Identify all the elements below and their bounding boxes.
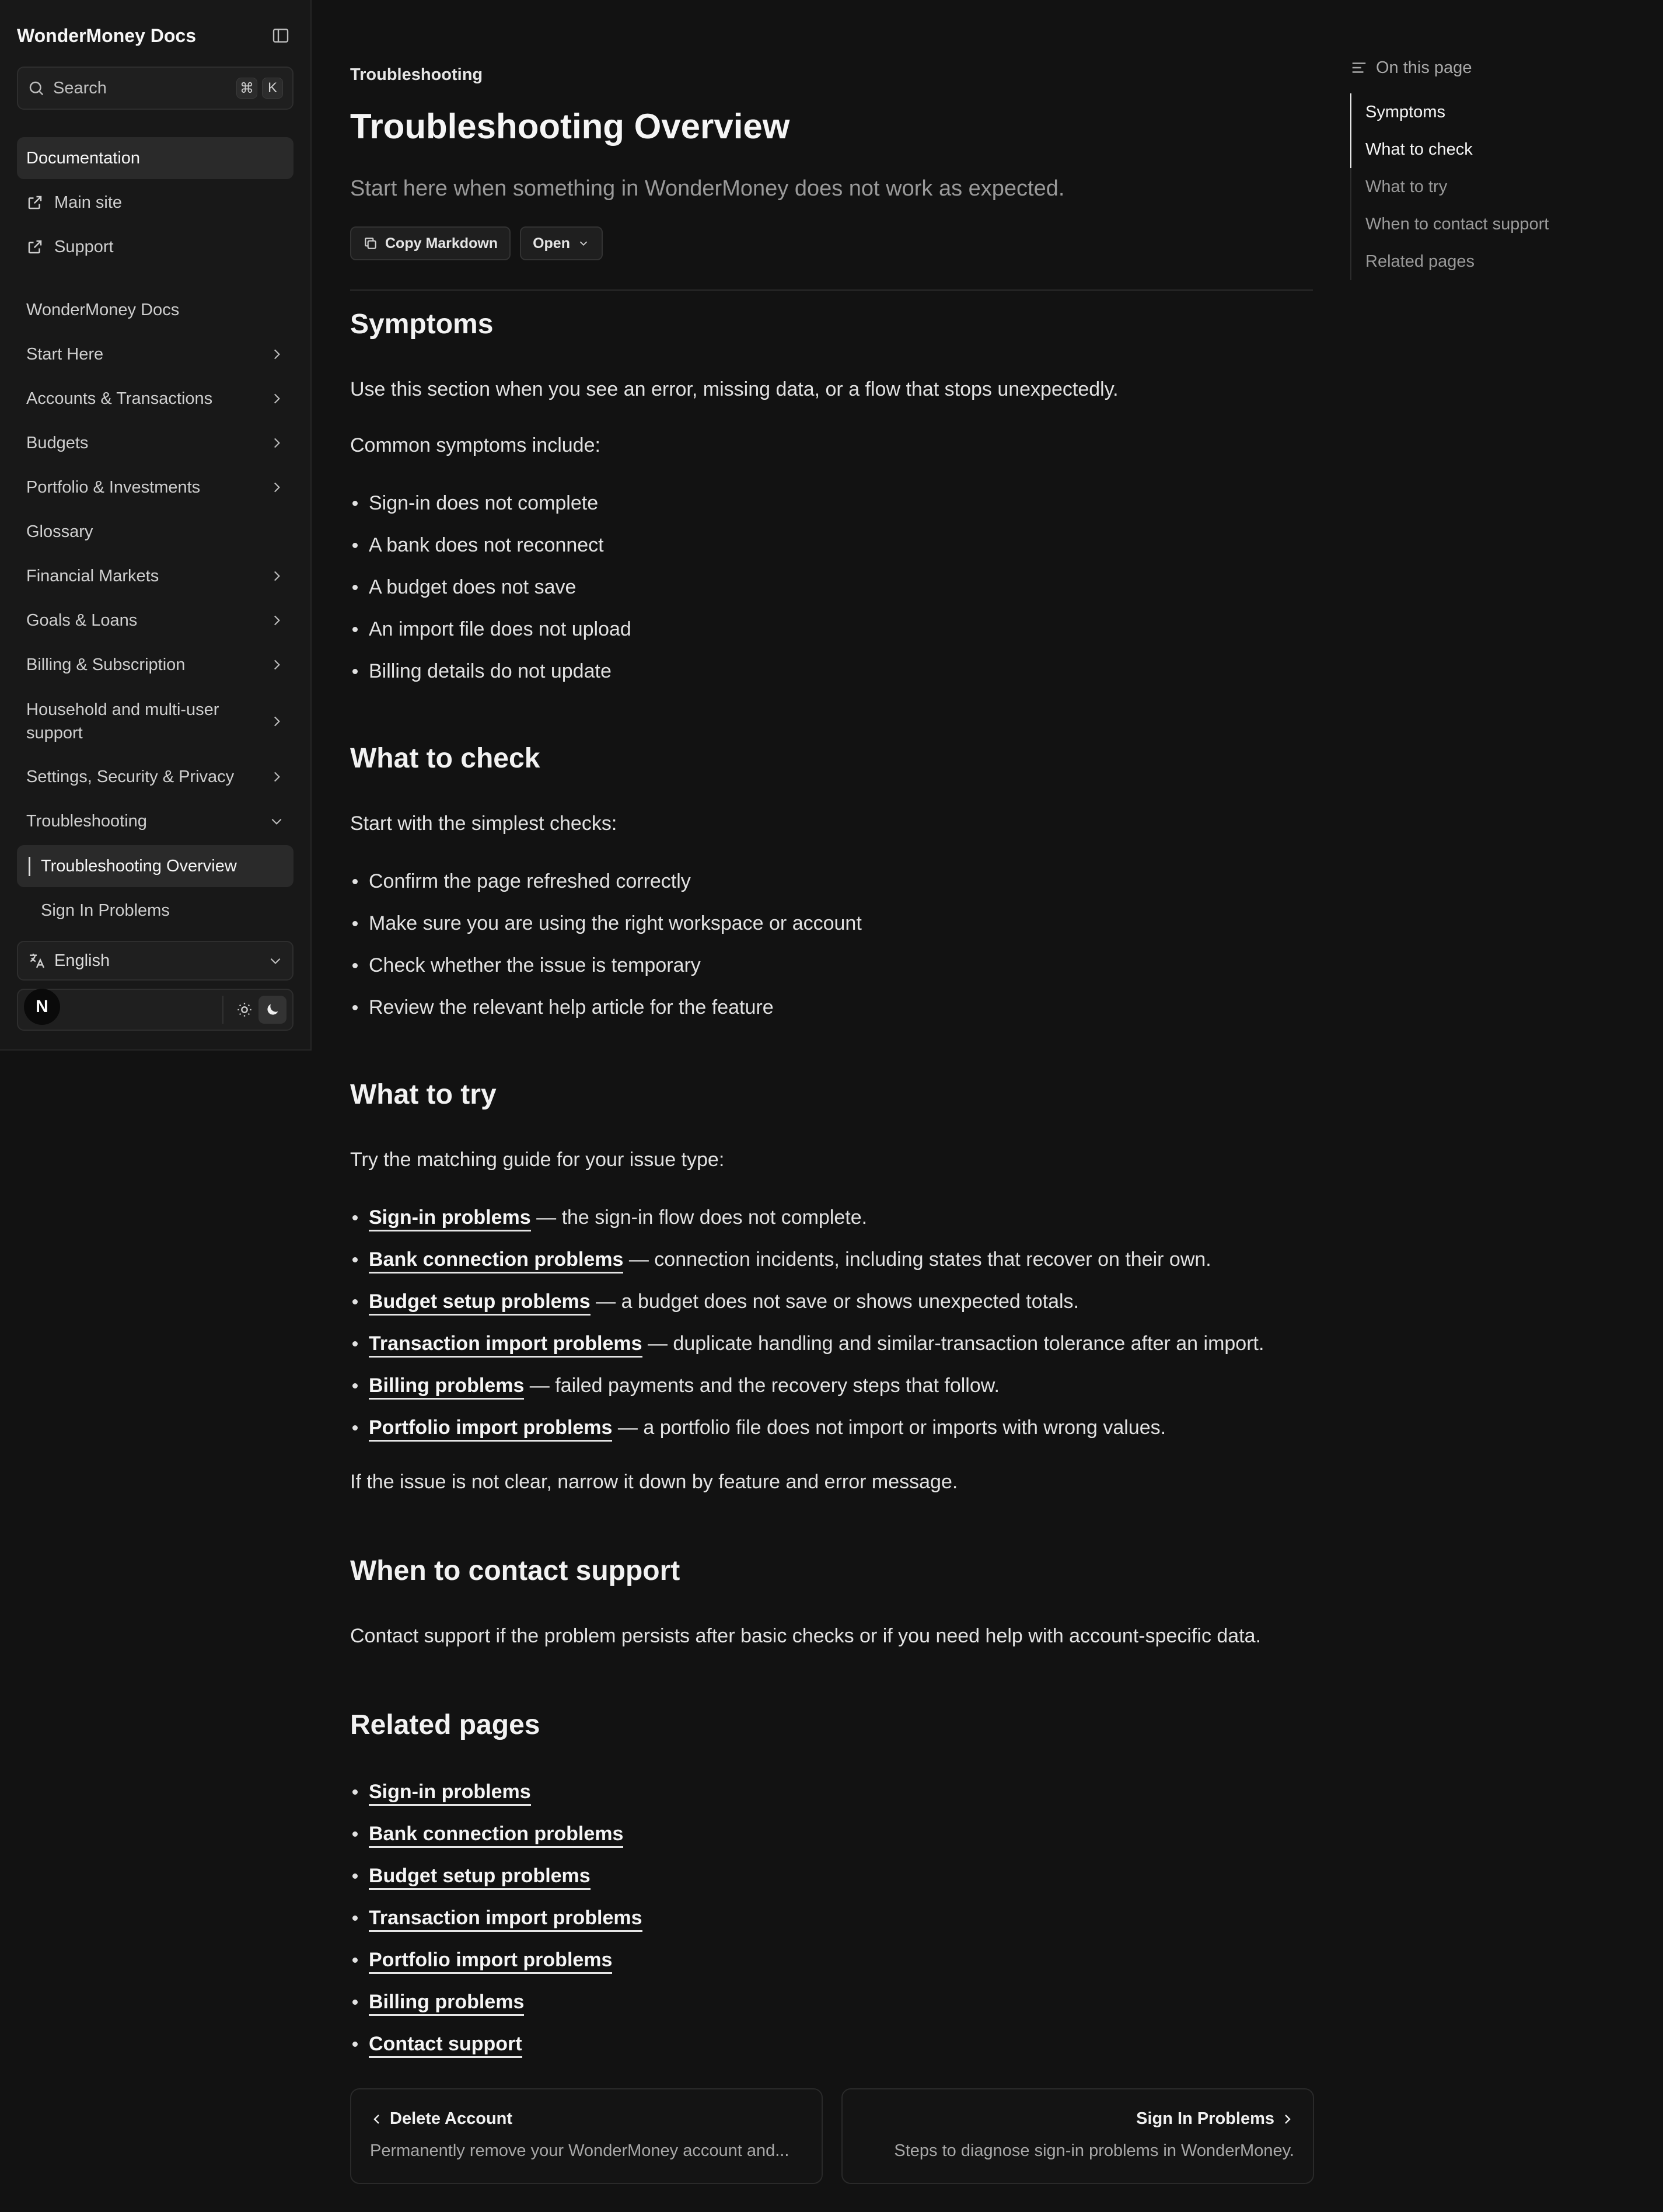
chevron-down-icon <box>269 814 284 829</box>
check-list <box>350 868 862 1037</box>
copy-markdown-label: Copy Markdown <box>385 235 498 252</box>
item-desc: — a budget does not save or shows unexpected totals. <box>590 1290 1079 1313</box>
external-link-icon <box>26 238 44 256</box>
link-bank-connection-problems[interactable]: Bank connection problems <box>369 1248 623 1274</box>
item-desc: — failed payments and the recovery steps that follow. <box>524 1374 1000 1397</box>
sun-icon <box>236 1002 253 1018</box>
prev-page-card[interactable] <box>350 2088 823 2184</box>
item-desc: — duplicate handling and similar-transaction tolerance after an import. <box>642 1332 1264 1355</box>
related-list <box>350 1779 642 2073</box>
link-portfolio-import-problems[interactable]: Portfolio import problems <box>369 1416 612 1442</box>
list-item <box>350 1821 642 1863</box>
nav-label: Financial Markets <box>26 566 159 585</box>
heading-what-to-check: What to check <box>350 743 540 774</box>
prev-title: Delete Account <box>390 2109 513 2128</box>
chevron-right-icon <box>269 769 284 784</box>
nav-label: Documentation <box>26 148 141 168</box>
related-link-sign-in[interactable]: Sign-in problems <box>369 1781 531 1806</box>
divider <box>222 996 223 1024</box>
nav-label: Troubleshooting Overview <box>29 857 284 876</box>
item-desc: — the sign-in flow does not complete. <box>530 1206 868 1229</box>
list-item <box>350 1779 642 1821</box>
nav-goals-loans[interactable] <box>17 599 294 641</box>
next-page-card[interactable] <box>841 2088 1314 2184</box>
chevron-down-icon <box>577 237 590 250</box>
toc-item-contact-support[interactable]: When to contact support <box>1365 215 1549 233</box>
nav-budgets[interactable] <box>17 422 294 464</box>
toc-item-what-to-check[interactable]: What to check <box>1351 131 1549 168</box>
list-item <box>350 1863 642 1905</box>
chevron-right-icon <box>1280 2112 1294 2126</box>
nav-label: Glossary <box>26 522 93 541</box>
nav-label: Portfolio & Investments <box>26 477 201 497</box>
nav-label: Billing & Subscription <box>26 655 186 674</box>
list-item <box>350 1247 1264 1289</box>
toc-item-related-pages[interactable]: Related pages <box>1365 252 1475 271</box>
nav-troubleshooting[interactable] <box>17 800 294 842</box>
list-item: Sign-in does not complete <box>350 490 631 532</box>
nav-household[interactable] <box>17 692 294 751</box>
list-item: A bank does not reconnect <box>350 532 631 574</box>
prev-title-row <box>370 2109 803 2129</box>
nav-label: Budgets <box>26 433 89 452</box>
search-icon <box>27 79 45 97</box>
list-item: Make sure you are using the right workspace or account <box>350 910 862 953</box>
symptoms-intro: Use this section when you see an error, missing data, or a flow that stops unexpectedly. <box>350 378 1119 400</box>
search-label: Search <box>53 78 107 97</box>
nav-start-here[interactable] <box>17 333 294 375</box>
nav-main-site[interactable] <box>17 182 294 224</box>
list-item <box>350 1205 1264 1247</box>
next-title-row <box>861 2109 1294 2129</box>
chevron-down-icon <box>268 953 283 968</box>
dark-theme-button[interactable] <box>258 996 287 1024</box>
copy-icon <box>363 236 378 251</box>
heading-contact-support: When to contact support <box>350 1555 680 1586</box>
heading-symptoms: Symptoms <box>350 309 494 340</box>
list-item <box>350 2031 642 2073</box>
nav-label: Main site <box>54 193 123 212</box>
nav-label: Goals & Loans <box>26 610 138 630</box>
chevron-left-icon <box>370 2112 384 2126</box>
nav-label: Sign In Problems <box>41 901 170 920</box>
list-item: Confirm the page refreshed correctly <box>350 868 862 910</box>
language-select[interactable] <box>17 941 294 981</box>
chevron-right-icon <box>269 391 284 406</box>
chevron-right-icon <box>269 613 284 628</box>
try-list <box>350 1205 1264 1457</box>
related-link-bank-connection[interactable]: Bank connection problems <box>369 1823 623 1848</box>
item-desc: — connection incidents, including states that recover on their own. <box>623 1248 1211 1271</box>
list-item <box>350 1331 1264 1373</box>
page-title: Troubleshooting Overview <box>350 107 790 146</box>
nav-billing-subscription[interactable] <box>17 644 294 686</box>
link-billing-problems[interactable]: Billing problems <box>369 1374 524 1400</box>
list-item <box>350 1289 1264 1331</box>
chevron-right-icon <box>269 568 284 584</box>
toc-item-symptoms[interactable]: Symptoms <box>1351 93 1549 131</box>
translate-icon <box>27 951 46 970</box>
list-item <box>350 1989 642 2031</box>
next-description: Steps to diagnose sign-in problems in WonderMoney. <box>894 2141 1294 2160</box>
light-theme-button[interactable] <box>230 996 258 1024</box>
heading-what-to-try: What to try <box>350 1079 497 1110</box>
list-item: Review the relevant help article for the feature <box>350 995 862 1037</box>
list-item: An import file does not upload <box>350 616 631 658</box>
page-description: Start here when something in WonderMoney does not work as expected. <box>350 176 1065 201</box>
open-dropdown-button[interactable] <box>520 226 603 260</box>
chevron-right-icon <box>269 347 284 362</box>
copy-markdown-button[interactable] <box>350 226 511 260</box>
list-item: Check whether the issue is temporary <box>350 953 862 995</box>
list-item: A budget does not save <box>350 574 631 616</box>
toc-header <box>1350 56 1642 79</box>
shortcut-mod-key: ⌘ <box>236 78 257 99</box>
brand-logo[interactable]: N <box>24 989 60 1025</box>
moon-icon <box>264 1002 281 1018</box>
next-title: Sign In Problems <box>1136 2109 1274 2128</box>
list-item: Billing details do not update <box>350 658 631 700</box>
theme-switcher <box>17 989 294 1031</box>
nav-label: Troubleshooting <box>26 811 147 831</box>
related-link-contact-support[interactable]: Contact support <box>369 2033 522 2058</box>
symptoms-sub: Common symptoms include: <box>350 434 600 456</box>
chevron-right-icon <box>269 657 284 672</box>
search-button[interactable] <box>17 67 294 110</box>
link-budget-setup-problems[interactable]: Budget setup problems <box>369 1290 591 1316</box>
list-item <box>350 1905 642 1947</box>
chevron-right-icon <box>269 480 284 495</box>
nav-section-label[interactable] <box>17 289 294 331</box>
nav-support[interactable] <box>17 226 294 268</box>
toc-list <box>1350 93 1549 280</box>
link-transaction-import-problems[interactable]: Transaction import problems <box>369 1332 642 1358</box>
check-intro: Start with the simplest checks: <box>350 812 617 835</box>
item-desc: — a portfolio file does not import or imports with wrong values. <box>612 1416 1166 1439</box>
related-link-transaction-import[interactable]: Transaction import problems <box>369 1907 642 1932</box>
symptoms-list <box>350 490 631 700</box>
chevron-right-icon <box>269 714 284 729</box>
related-link-billing[interactable]: Billing problems <box>369 1991 524 2016</box>
page-actions <box>350 226 603 260</box>
nav-financial-markets[interactable] <box>17 555 294 597</box>
nav-portfolio-investments[interactable] <box>17 466 294 508</box>
list-icon <box>1350 59 1368 76</box>
prev-description: Permanently remove your WonderMoney account and... <box>370 2141 789 2160</box>
try-outro: If the issue is not clear, narrow it down by feature and error message. <box>350 1471 958 1493</box>
section-label: WonderMoney Docs <box>26 300 180 319</box>
related-link-portfolio-import[interactable]: Portfolio import problems <box>369 1949 612 1974</box>
nav-troubleshooting-overview[interactable] <box>17 845 294 887</box>
toc-item-what-to-try[interactable]: What to try <box>1365 177 1448 196</box>
nav-sign-in-problems[interactable] <box>17 889 294 931</box>
sidebar <box>0 0 312 1051</box>
language-label: English <box>54 951 110 970</box>
nav-label: Support <box>54 237 114 256</box>
list-item <box>350 1947 642 1989</box>
nav-label: Household and multi-user support <box>26 700 219 742</box>
nav-settings-security-privacy[interactable] <box>17 756 294 798</box>
nav-glossary[interactable] <box>17 511 294 553</box>
related-link-budget-setup[interactable]: Budget setup problems <box>369 1865 591 1890</box>
nav-documentation[interactable] <box>17 137 294 179</box>
try-intro: Try the matching guide for your issue type: <box>350 1149 725 1171</box>
shortcut-key: K <box>262 78 283 99</box>
nav-label: Settings, Security & Privacy <box>26 767 235 786</box>
nav-label: Accounts & Transactions <box>26 389 213 408</box>
list-item <box>350 1373 1264 1415</box>
nav-label: Start Here <box>26 344 104 364</box>
contact-text: Contact support if the problem persists after basic checks or if you need help with account-specific data. <box>350 1625 1262 1647</box>
open-label: Open <box>533 235 570 252</box>
chevron-right-icon <box>269 435 284 451</box>
divider <box>350 289 1313 291</box>
site-title[interactable]: WonderMoney Docs <box>17 25 196 46</box>
link-sign-in-problems[interactable]: Sign-in problems <box>369 1206 531 1231</box>
on-this-page <box>1350 56 1642 271</box>
heading-related-pages: Related pages <box>350 1709 540 1740</box>
sidebar-toggle-icon[interactable] <box>268 23 294 48</box>
sidebar-header <box>17 21 294 50</box>
breadcrumb[interactable]: Troubleshooting <box>350 65 483 84</box>
external-link-icon <box>26 194 44 211</box>
toc-heading: On this page <box>1376 58 1472 77</box>
nav-accounts-transactions[interactable] <box>17 378 294 420</box>
list-item <box>350 1415 1264 1457</box>
